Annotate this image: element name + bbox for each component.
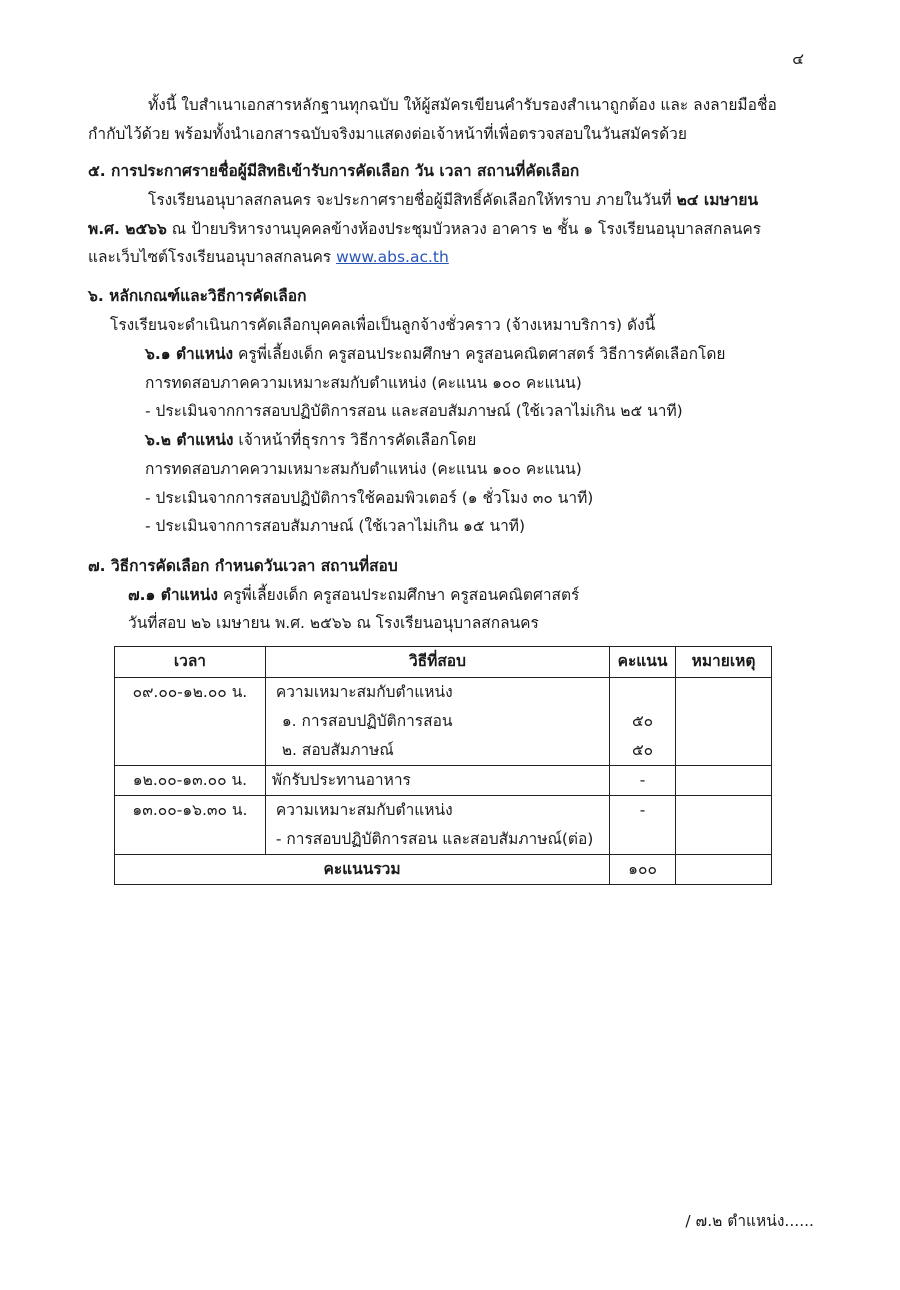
section-5-text: โรงเรียนอนุบาลสกลนคร จะประกาศรายชื่อผู้มีสิทธิ์คัดเลือกให้ทราบ ภายในวันที่ xyxy=(148,191,672,209)
intro-line-1: ทั้งนี้ ใบสำเนาเอกสารหลักฐานทุกฉบับ ให้ผู้สมัครเขียนคำรับรองสำเนาถูกต้อง และ ลงลายมือชื่อ xyxy=(148,96,777,114)
table-row xyxy=(115,678,772,766)
section-6-1-text: ครูพี่เลี้ยงเด็ก ครูสอนประถมศึกษา ครูสอนคณิตศาสตร์ วิธีการคัดเลือกโดย xyxy=(238,345,726,363)
row-3-method-item: - การสอบปฏิบัติการสอน และสอบสัมภาษณ์(ต่อ) xyxy=(275,830,594,848)
section-7-heading: ๗. วิธีการคัดเลือก กำหนดวันเวลา สถานที่สอบ xyxy=(88,557,398,575)
section-5-line-1 xyxy=(148,189,758,211)
table-total-row xyxy=(115,855,772,885)
section-7-1-line-2: วันที่สอบ ๒๖ เมษายน พ.ศ. ๒๕๖๖ ณ โรงเรียนอนุบาลสกลนคร xyxy=(128,614,539,632)
table-row xyxy=(115,766,772,796)
table-header-row xyxy=(115,647,772,678)
row-1-method xyxy=(265,678,609,766)
page-number: ๔ xyxy=(792,50,804,68)
row-1-method-item-1: ๑. การสอบปฏิบัติการสอน xyxy=(281,712,453,730)
section-7-1-text: ครูพี่เลี้ยงเด็ก ครูสอนประถมศึกษา ครูสอนคณิตศาสตร์ xyxy=(222,586,580,604)
announce-year: พ.ศ. ๒๕๖๖ xyxy=(88,220,167,238)
total-score: ๑๐๐ xyxy=(610,855,676,885)
section-6-1-line-1 xyxy=(145,343,725,365)
row-1-method-title: ความเหมาะสมกับตำแหน่ง xyxy=(275,683,453,701)
row-3-method xyxy=(265,796,609,855)
row-3-score: - xyxy=(610,796,676,855)
announce-date: ๒๔ เมษายน xyxy=(676,191,759,209)
row-2-method: พักรับประทานอาหาร xyxy=(265,766,609,796)
section-5-line-3 xyxy=(88,246,449,268)
section-6-2-line-2: การทดสอบภาคความเหมาะสมกับตำแหน่ง (คะแนน ๑๐๐ คะแนน) xyxy=(145,460,582,478)
row-2-time: ๑๒.๐๐-๑๓.๐๐ น. xyxy=(115,766,266,796)
header-note: หมายเหตุ xyxy=(676,647,772,678)
page-footer-continuation: / ๗.๒ ตำแหน่ง...... xyxy=(685,1212,814,1230)
website-link[interactable]: www.abs.ac.th xyxy=(336,248,449,266)
section-6-1-line-3: - ประเมินจากการสอบปฏิบัติการสอน และสอบสัมภาษณ์ (ใช้เวลาไม่เกิน ๒๕ นาที) xyxy=(145,402,683,420)
row-3-time: ๑๓.๐๐-๑๖.๓๐ น. xyxy=(115,796,266,855)
section-5-line-2 xyxy=(88,218,761,240)
row-2-note xyxy=(676,766,772,796)
section-6-2-line-1 xyxy=(145,429,476,451)
announce-location: ณ ป้ายบริหารงานบุคคลข้างห้องประชุมบัวหลวง อาคาร ๒ ชั้น ๑ โรงเรียนอนุบาลสกลนคร xyxy=(171,220,762,238)
total-label: คะแนนรวม xyxy=(115,855,610,885)
website-label: และเว็บไซต์โรงเรียนอนุบาลสกลนคร xyxy=(88,248,332,266)
row-3-note xyxy=(676,796,772,855)
table-row xyxy=(115,796,772,855)
intro-line-2: กำกับไว้ด้วย พร้อมทั้งนำเอกสารฉบับจริงมาแสดงต่อเจ้าหน้าที่เพื่อตรวจสอบในวันสมัครด้วย xyxy=(88,125,687,143)
section-6-2-line-4: - ประเมินจากการสอบสัมภาษณ์ (ใช้เวลาไม่เกิน ๑๕ นาที) xyxy=(145,517,526,535)
section-6-intro: โรงเรียนจะดำเนินการคัดเลือกบุคคลเพื่อเป็นลูกจ้างชั่วคราว (จ้างเหมาบริการ) ดังนี้ xyxy=(110,316,656,334)
exam-schedule-table xyxy=(114,646,772,885)
row-1-time: ๐๙.๐๐-๑๒.๐๐ น. xyxy=(115,678,266,766)
row-1-method-item-2: ๒. สอบสัมภาษณ์ xyxy=(281,741,394,759)
section-6-2-label: ๖.๒ ตำแหน่ง xyxy=(145,431,234,449)
row-2-score: - xyxy=(610,766,676,796)
row-1-score-item-1: ๕๐ xyxy=(631,712,654,730)
section-6-2-text: เจ้าหน้าที่ธุรการ วิธีการคัดเลือกโดย xyxy=(238,431,477,449)
header-method: วิธีที่สอบ xyxy=(265,647,609,678)
section-5-heading: ๕. การประกาศรายชื่อผู้มีสิทธิเข้ารับการคัดเลือก วัน เวลา สถานที่คัดเลือก xyxy=(88,162,580,180)
row-1-note xyxy=(676,678,772,766)
header-time: เวลา xyxy=(115,647,266,678)
total-note xyxy=(676,855,772,885)
section-6-1-line-2: การทดสอบภาคความเหมาะสมกับตำแหน่ง (คะแนน ๑๐๐ คะแนน) xyxy=(145,374,582,392)
section-7-1-label: ๗.๑ ตำแหน่ง xyxy=(128,586,218,604)
header-score: คะแนน xyxy=(610,647,676,678)
section-6-1-label: ๖.๑ ตำแหน่ง xyxy=(145,345,234,363)
section-6-2-line-3: - ประเมินจากการสอบปฏิบัติการใช้คอมพิวเตอร์ (๑ ชั่วโมง ๓๐ นาที) xyxy=(145,489,594,507)
section-6-heading: ๖. หลักเกณฑ์และวิธีการคัดเลือก xyxy=(88,287,307,305)
row-3-method-title: ความเหมาะสมกับตำแหน่ง xyxy=(275,801,453,819)
row-1-score-item-2: ๕๐ xyxy=(631,741,654,759)
section-7-1-line-1 xyxy=(128,584,579,606)
row-1-score xyxy=(610,678,676,766)
